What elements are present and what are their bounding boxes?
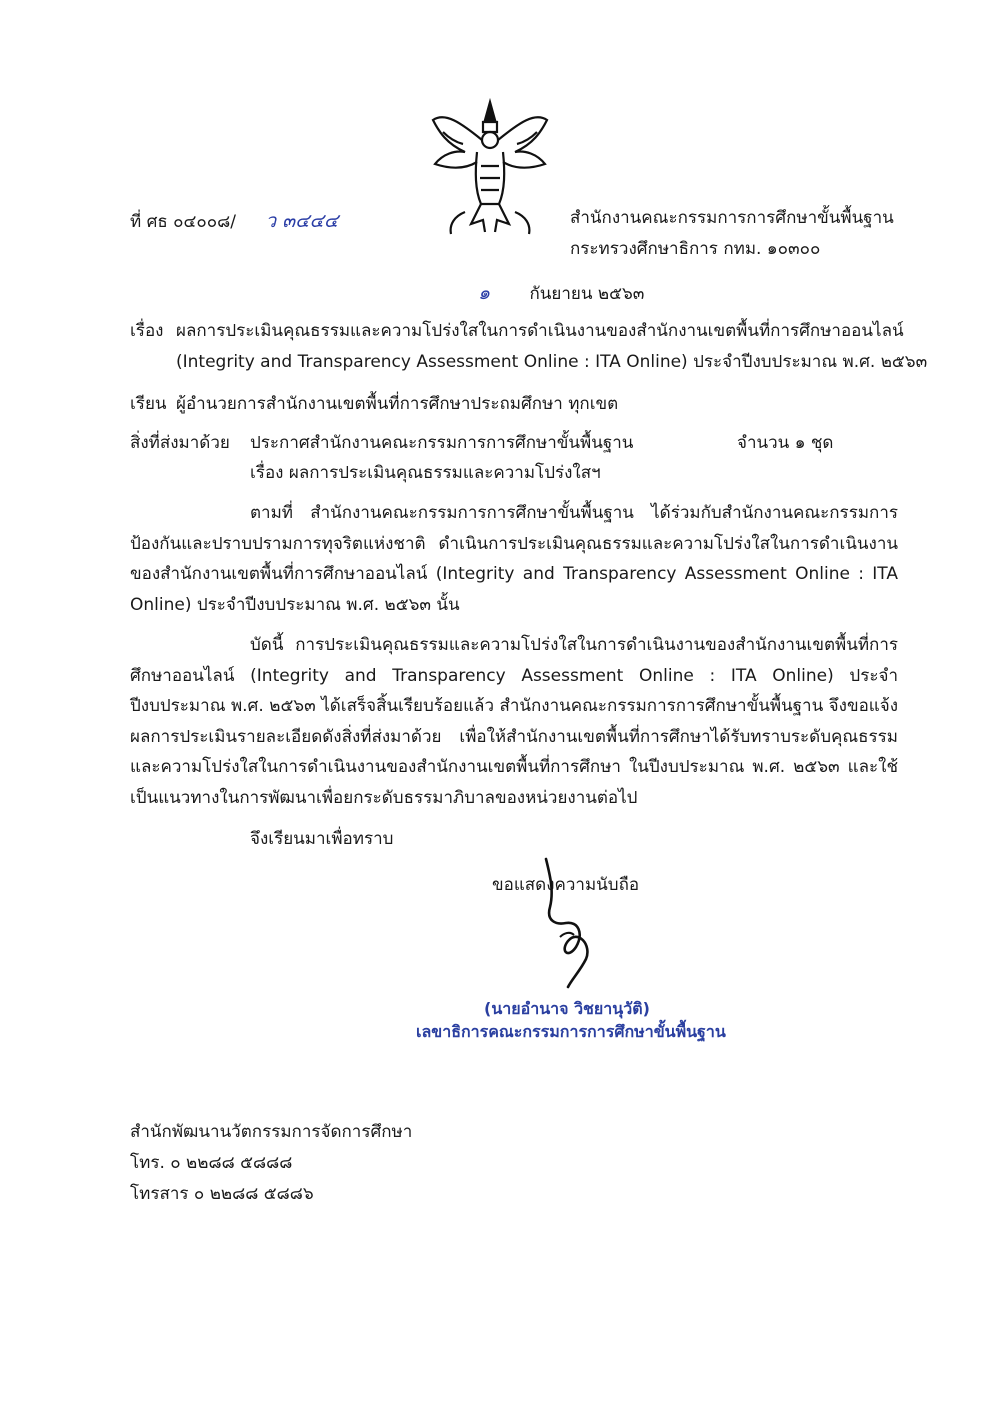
date-day-handwritten: ๑ [478,282,491,304]
date-month-year: กันยายน ๒๕๖๓ [529,284,645,304]
enclosure-label: สิ่งที่ส่งมาด้วย [130,433,230,453]
garuda-emblem [425,92,555,242]
enclosure-quantity: จำนวน ๑ ชุด [737,433,834,453]
body-paragraph-2-text: บัดนี้ การประเมินคุณธรรมและความโปร่งใสในการดำเนินงานของสำนักงานเขตพื้นที่การศึกษาออนไลน์ (Integrity and Transparency Assessment Online : ITA Online) ประจำปีงบประมาณ พ.ศ. ๒๕๖๓ ได้เสร็จสิ้นเรียบร้อยแล้ว สำนักงานคณะกรรมการการศึกษาขั้นพื้นฐาน จึงขอแจ้งผลการประเมินรายละเอียดดังสิ่งที่ส่งมาด้วย เพื่อให้สำนักงานเขตพื้นที่การศึกษาได้รับทราบระดับคุณธรรมและความโปร่งใสในการดำเนินงานของสำนักงานเขตพื้นที่การศึกษา ในปีงบประมาณ พ.ศ. ๒๕๖๓ และใช้เป็นแนวทางในการพัฒนาเพื่อยกระดับธรรมาภิบาลของหน่วยงานต่อไป [130,635,898,808]
footer-fax: โทรสาร ๐ ๒๒๘๘ ๕๘๘๖ [130,1184,314,1204]
document-number [130,211,338,232]
garuda-emblem-icon [425,92,555,242]
subject-line-1: ผลการประเมินคุณธรรมและความโปร่งใสในการดำเนินงานของสำนักงานเขตพื้นที่การศึกษาออนไลน์ [176,321,904,341]
body-paragraph-1-text: ตามที่ สำนักงานคณะกรรมการการศึกษาขั้นพื้นฐาน ได้ร่วมกับสำนักงานคณะกรรมการป้องกันและปราบปรามการทุจริตแห่งชาติ ดำเนินการประเมินคุณธรรมและความโปร่งใสในการดำเนินงานของสำนักงานเขตพื้นที่การศึกษาออนไลน์ (Integrity and Transparency Assessment Online : ITA Online) ประจำปีงบประมาณ พ.ศ. ๒๕๖๓ นั้น [130,503,898,615]
signatory-name: (นายอำนาจ วิชยานุวัติ) [484,999,650,1018]
closing-request: จึงเรียนมาเพื่อทราบ [250,829,394,849]
signatory-position: เลขาธิการคณะกรรมการการศึกษาขั้นพื้นฐาน [416,1022,726,1041]
subject-line-2: (Integrity and Transparency Assessment Online : ITA Online) ประจำปีงบประมาณ พ.ศ. ๒๕๖๓ [176,352,928,372]
document-date [478,283,644,304]
complimentary-close: ขอแสดงความนับถือ [492,875,640,895]
salutation-label: เรียน [130,394,167,414]
body-paragraph-2 [130,630,898,813]
signature-icon [520,855,630,995]
agency-address: กระทรวงศึกษาธิการ กทม. ๑๐๓๐๐ [570,239,821,259]
salutation-recipient: ผู้อำนวยการสำนักงานเขตพื้นที่การศึกษาประถมศึกษา ทุกเขต [176,394,619,414]
handwritten-signature [520,855,630,995]
agency-name: สำนักงานคณะกรรมการการศึกษาขั้นพื้นฐาน [570,208,894,228]
subject-label: เรื่อง [130,321,164,341]
document-number-prefix: ที่ ศธ ๐๔๐๐๘/ [130,212,237,232]
enclosure-line-1: ประกาศสำนักงานคณะกรรมการการศึกษาขั้นพื้นฐาน [250,433,634,453]
document-number-handwritten: ว ๓๔๔๔ [265,210,339,232]
footer-phone: โทร. ๐ ๒๒๘๘ ๕๘๘๘ [130,1153,293,1173]
footer-office: สำนักพัฒนานวัตกรรมการจัดการศึกษา [130,1122,413,1142]
body-paragraph-1 [130,498,898,620]
enclosure-line-2: เรื่อง ผลการประเมินคุณธรรมและความโปร่งใสฯ [250,463,601,483]
